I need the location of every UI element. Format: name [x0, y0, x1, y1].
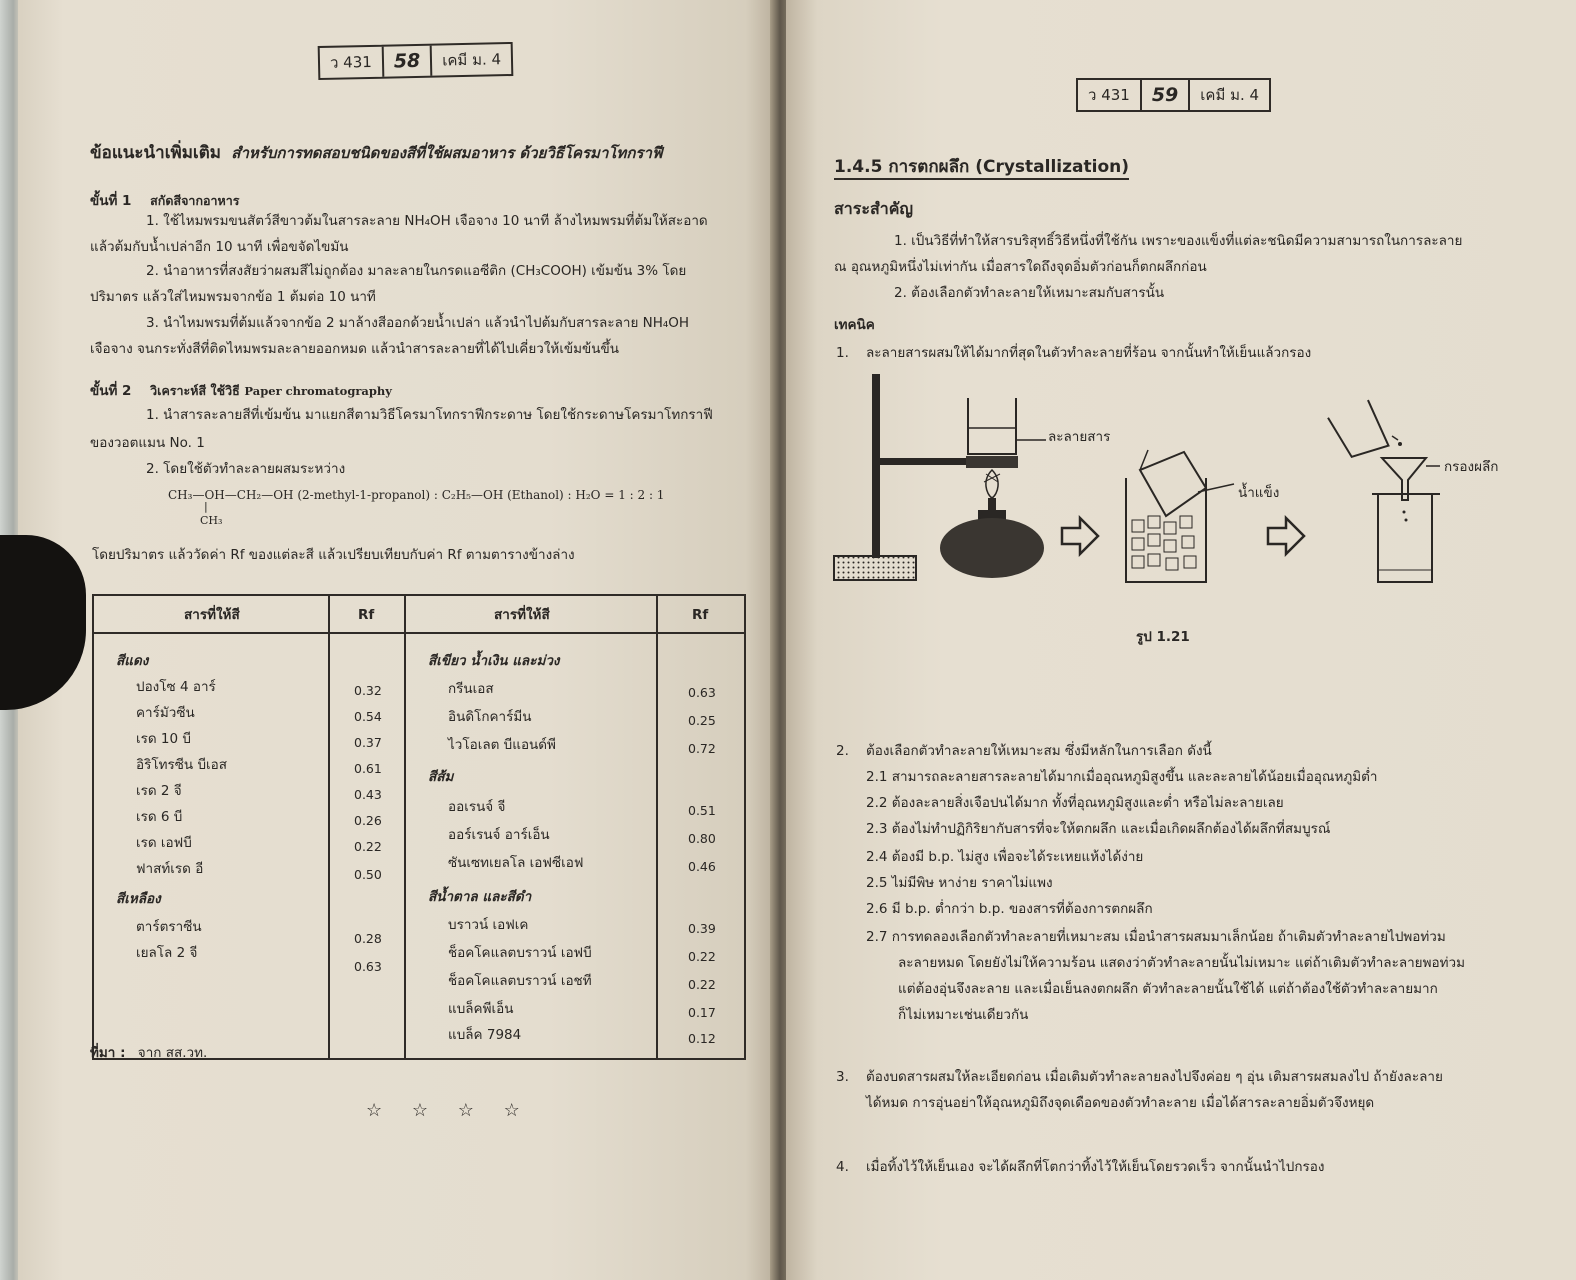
step1-title: สกัดสีจากอาหาร: [150, 193, 240, 208]
step2-label: ขั้นที่ 2: [90, 383, 132, 399]
tech-num: 4.: [836, 1159, 849, 1175]
step2-line: 2. โดยใช้ตัวทำละลายผสมระหว่าง: [146, 461, 346, 477]
course-code: ว 431: [320, 47, 384, 78]
table-row-name: เรด เอฟบี: [136, 835, 192, 851]
beaker-hot: [968, 398, 1016, 454]
course-code: ว 431: [1078, 80, 1142, 110]
th-rf: Rf: [358, 607, 375, 623]
criteria-item: 2.2 ต้องละลายสิ่งเจือปนได้มาก ทั้งที่อุณหภูมิสูงและต่ำ หรือไม่ละลายเลย: [866, 795, 1284, 811]
table-row-name: อิริโทรซีน บีเอส: [136, 757, 227, 773]
title-bold: ข้อแนะนำเพิ่มเติม: [90, 143, 221, 163]
step2-line: ของวอตแมน No. 1: [90, 435, 205, 451]
essence-line: 1. เป็นวิธีที่ทำให้สารบริสุทธิ์วิธีหนึ่งที่ใช้กัน เพราะของแข็งที่แต่ละชนิดมีความสามารถในการละลาย: [894, 233, 1463, 249]
table-row-rf: 0.22: [688, 949, 716, 964]
tech-num: 2.: [836, 743, 849, 759]
formula-bond: |: [204, 500, 208, 513]
table-row-name: ช็อคโคแลตบราวน์ เอฟบี: [448, 945, 592, 961]
tech-text: ได้หมด การอุ่นอย่าให้อุณหภูมิถึงจุดเดือดของตัวทำละลาย เมื่อได้สารละลายอิ่มตัวจึงหยุด: [866, 1095, 1375, 1111]
tilted-beaker: [1140, 452, 1206, 516]
crystallization-figure: [826, 370, 1526, 600]
table-row-name: ออร์เรนจ์ อาร์เอ็น: [448, 827, 550, 843]
wire-gauze: [966, 456, 1018, 468]
table-row-rf: 0.39: [688, 921, 716, 936]
criteria-cont: ก็ไม่เหมาะเช่นเดียวกัน: [898, 1007, 1029, 1023]
subject-label: เคมี ม. 4: [1200, 86, 1260, 104]
step1-line: ปริมาตร แล้วใส่ไหมพรมจากข้อ 1 ต้มต่อ 10 นาที: [90, 289, 376, 305]
table-row-name: กรีนเอส: [448, 681, 494, 697]
page-number: 58: [384, 46, 433, 77]
table-row-name: ซันเซทเยลโล เอฟซีเอฟ: [448, 855, 584, 871]
table-row-rf: 0.80: [688, 831, 716, 846]
right-page: [786, 0, 1576, 1280]
technique-heading: เทคนิค: [834, 317, 875, 333]
label-dissolve: ละลายสาร: [1048, 429, 1111, 445]
table-row-rf: 0.51: [688, 803, 716, 818]
table-row-rf: 0.72: [688, 741, 716, 756]
table-row-rf: 0.61: [354, 761, 382, 776]
table-row-rf: 0.17: [688, 1005, 716, 1020]
page-number: 59: [1142, 80, 1190, 110]
tech-num: 3.: [836, 1069, 849, 1085]
criteria-item: 2.6 มี b.p. ต่ำกว่า b.p. ของสารที่ต้องการตกผลึก: [866, 901, 1153, 917]
table-row-name: คาร์มัวซีน: [136, 705, 195, 721]
stand-rod: [872, 374, 880, 558]
group-label: สีส้ม: [428, 769, 454, 785]
left-page: [18, 0, 776, 1280]
after-formula-text: โดยปริมาตร แล้ววัดค่า Rf ของแต่ละสี แล้วเปรียบเทียบกับค่า Rf ตามตารางข้างล่าง: [92, 547, 575, 563]
rf-table: [92, 594, 746, 1060]
table-row-name: ช็อคโคแลตบราวน์ เอชที: [448, 973, 592, 989]
table-row-rf: 0.54: [354, 709, 382, 724]
table-row-rf: 0.37: [354, 735, 382, 750]
pouring-beaker: [1326, 398, 1389, 459]
table-row-rf: 0.28: [354, 931, 382, 946]
label-filter: กรองผลึก: [1444, 459, 1499, 475]
group-label: สีน้ำตาล และสีดำ: [428, 889, 532, 905]
table-row-name: อินดิโกคาร์มีน: [448, 709, 532, 725]
label-ice: น้ำแข็ง: [1238, 485, 1280, 501]
table-row-rf: 0.22: [688, 977, 716, 992]
criteria-cont: แต่ต้องอุ่นจึงละลาย และเมื่อเย็นลงตกผลึก ตัวทำละลายนั้นใช้ได้ แต่ถ้าต้องใช้ตัวทำละลายมาก: [898, 981, 1438, 997]
table-row-name: ปองโซ 4 อาร์: [136, 679, 216, 695]
table-row-rf: 0.46: [688, 859, 716, 874]
title-italic: สำหรับการทดสอบชนิดของสีที่ใช้ผสมอาหาร ด้วยวิธีโครมาโทกราฟี: [231, 144, 663, 162]
formula-sub: CH₃: [200, 514, 223, 527]
table-row-name: แบล็ค 7984: [448, 1027, 522, 1043]
page-header-right: [1076, 78, 1271, 112]
stand-arm: [880, 458, 972, 465]
step1-line: เจือจาง จนกระทั่งสีที่ติดไหมพรมละลายออกหมด แล้วนำสารละลายที่ได้ไปเคี่ยวให้เข้มข้นขึ้น: [90, 341, 619, 357]
tech-text: ต้องเลือกตัวทำละลายให้เหมาะสม ซึ่งมีหลักในการเลือก ดังนี้: [866, 743, 1212, 759]
step1-line: 1. ใช้ไหมพรมขนสัตว์สีขาวต้มในสารละลาย NH₄OH เจือจาง 10 นาที ล้างไหมพรมที่ต้มให้สะอาด: [146, 213, 708, 229]
step1-line: แล้วต้มกับน้ำเปล่าอีก 10 นาที เพื่อขจัดไขมัน: [90, 239, 349, 255]
end-stars: ☆ ☆ ☆ ☆: [366, 1100, 532, 1121]
step1-heading: [90, 192, 240, 210]
step2-line: 1. นำสารละลายสีที่เข้มข้น มาแยกสีตามวิธีโครมาโทกราฟีกระดาษ โดยใช้กระดาษโครมาโทกราฟี: [146, 407, 713, 423]
table-row-name: บราวน์ เอฟเค: [448, 917, 529, 933]
page-header-left: [318, 42, 514, 80]
essence-line: ณ อุณหภูมิหนึ่งไม่เท่ากัน เมื่อสารใดถึงจุดอิ่มตัวก่อนก็ตกผลึกก่อน: [834, 259, 1207, 275]
group-label: สีเหลือง: [116, 891, 161, 907]
tech-text: ต้องบดสารผสมให้ละเอียดก่อน เมื่อเติมตัวทำละลายลงไปจึงค่อย ๆ อุ่น เติมสารผสมลงไป ถ้ายังละลาย: [866, 1069, 1443, 1085]
th-substance: สารที่ให้สี: [494, 607, 550, 623]
table-row-name: ออเรนจ์ จี: [448, 799, 506, 815]
table-row-rf: 0.25: [688, 713, 716, 728]
section-title: [90, 144, 663, 163]
figure-caption: รูป 1.21: [1136, 629, 1190, 645]
table-row-rf: 0.32: [354, 683, 382, 698]
tech-num: 1.: [836, 345, 849, 361]
criteria-item: 2.7 การทดลองเลือกตัวทำละลายที่เหมาะสม เมื่อนำสารผสมมาเล็กน้อย ถ้าเติมตัวทำละลายไปพอท่วม: [866, 929, 1446, 945]
step1-label: ขั้นที่ 1: [90, 193, 132, 209]
solvent-formula: CH₃—OH—CH₂—OH (2-methyl-1-propanol) : C₂H₅—OH (Ethanol) : H₂O = 1 : 2 : 1: [168, 488, 665, 502]
table-row-name: ตาร์ตราซีน: [136, 919, 202, 935]
table-row-name: เรด 6 บี: [136, 809, 183, 825]
table-row-rf: 0.22: [354, 839, 382, 854]
alcohol-burner: [940, 518, 1044, 578]
table-source: [90, 1044, 207, 1062]
table-row-name: เรด 2 จี: [136, 783, 182, 799]
table-row-rf: 0.63: [688, 685, 716, 700]
step2-title-en: Paper chromatography: [244, 384, 392, 398]
table-row-rf: 0.26: [354, 813, 382, 828]
essence-line: 2. ต้องเลือกตัวทำละลายให้เหมาะสมกับสารนั้น: [894, 285, 1165, 301]
section-title: 1.4.5 การตกผลึก (Crystallization): [834, 158, 1129, 180]
step2-title: วิเคราะห์สี ใช้วิธี: [150, 383, 240, 398]
group-label: สีเขียว น้ำเงิน และม่วง: [428, 653, 560, 669]
group-label: สีแดง: [116, 653, 149, 669]
source-text: จาก สส.วท.: [137, 1045, 208, 1061]
th-rf: Rf: [692, 607, 709, 623]
tech-text: ละลายสารผสมให้ได้มากที่สุดในตัวทำละลายที่ร้อน จากนั้นทำให้เย็นแล้วกรอง: [866, 345, 1312, 361]
table-row-rf: 0.63: [354, 959, 382, 974]
step1-line: 2. นำอาหารที่สงสัยว่าผสมสีไม่ถูกต้อง มาละลายในกรดแอซีติก (CH₃COOH) เข้มข้น 3% โดย: [146, 263, 687, 279]
table-row-name: ไวโอเลต บีแอนด์พี: [448, 737, 556, 753]
table-row-rf: 0.12: [688, 1031, 716, 1046]
arrow-step: [1268, 518, 1304, 554]
table-row-name: ฟาสท์เรด อี: [136, 861, 204, 877]
step2-heading: [90, 382, 392, 400]
flame: [986, 470, 998, 498]
criteria-item: 2.3 ต้องไม่ทำปฏิกิริยากับสารที่จะให้ตกผลึก และเมื่อเกิดผลึกต้องได้ผลึกที่สมบูรณ์: [866, 821, 1331, 837]
table-row-rf: 0.43: [354, 787, 382, 802]
table-row-name: เยลโล 2 จี: [136, 945, 198, 961]
criteria-cont: ละลายหมด โดยยังไม่ให้ความร้อน แสดงว่าตัวทำละลายนั้นไม่เหมาะ แต่ถ้าเติมตัวทำละลายพอท่วม: [898, 955, 1465, 971]
table-row-name: เรด 10 บี: [136, 731, 191, 747]
source-label: ที่มา :: [90, 1045, 126, 1061]
th-substance: สารที่ให้สี: [184, 607, 240, 623]
criteria-item: 2.1 สามารถละลายสารละลายได้มากเมื่ออุณหภูมิสูงขึ้น และละลายได้น้อยเมื่ออุณหภูมิต่ำ: [866, 769, 1378, 785]
essence-heading: สาระสำคัญ: [834, 199, 914, 218]
table-row-rf: 0.50: [354, 867, 382, 882]
receiving-beaker: [1372, 494, 1440, 582]
step1-line: 3. นำไหมพรมที่ต้มแล้วจากข้อ 2 มาล้างสีออกด้วยน้ำเปล่า แล้วนำไปต้มกับสารละลาย NH₄OH: [146, 315, 690, 331]
criteria-item: 2.4 ต้องมี b.p. ไม่สูง เพื่อจะได้ระเหยแห้งได้ง่าย: [866, 849, 1144, 865]
arrow-step: [1062, 518, 1098, 554]
tech-text: เมื่อทิ้งไว้ให้เย็นเอง จะได้ผลึกที่โตกว่าทิ้งไว้ให้เย็นโดยรวดเร็ว จากนั้นนำไปกรอง: [866, 1159, 1325, 1175]
table-row-name: แบล็คพีเอ็น: [448, 1001, 514, 1017]
subject-label: เคมี ม. 4: [442, 50, 502, 70]
criteria-item: 2.5 ไม่มีพิษ หาง่าย ราคาไม่แพง: [866, 875, 1053, 891]
